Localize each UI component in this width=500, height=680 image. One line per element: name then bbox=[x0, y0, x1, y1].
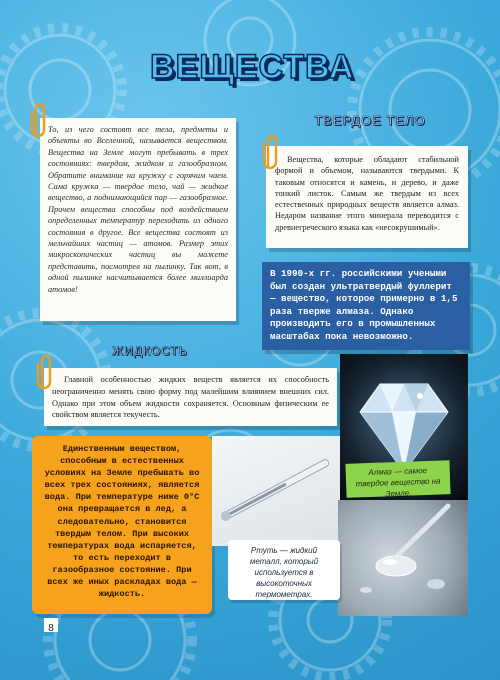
paperclip-icon bbox=[30, 100, 48, 138]
page-title-text: ВЕЩЕСТВА bbox=[150, 48, 355, 86]
fullerite-fact-box bbox=[262, 262, 470, 350]
page-title bbox=[150, 48, 355, 87]
diamond-caption: Алмаз — самое твердое вещество на Земле. bbox=[355, 465, 441, 499]
solid-text-card bbox=[266, 146, 468, 248]
mercury-drop-icon bbox=[338, 500, 468, 616]
page-number-text: 8 bbox=[48, 623, 54, 634]
mercury-photo bbox=[338, 500, 468, 616]
intro-text: То, из чего состоят все тела, предметы и объекты во Вселенной, называется веществом. Вещества на Земле могут пребывать в трех состояниях: твердом, жидком и газообразном. Обратите внимание на кружку с горячим чаем. Сама кружка — твердое тело, чай — жидкое вещество, а поднимающийся пар — газообразное. Причем вещества способны под воздействием определенных температур переходить из одного состояния в другое. Все вещества состоят из мельчайших частиц — атомов. Размер этих микроскопических частиц вы можете представить, посмотрев на пылинку. Так вот, в одной пылинке насчитывается более миллиарда атомов! bbox=[48, 125, 228, 294]
thermometer-photo bbox=[212, 436, 340, 546]
liquid-heading bbox=[100, 342, 200, 360]
liquid-text: Главной особенностью жидких веществ является их способность неограниченно менять свою форму под малейшим влиянием внешних сил. Однако при этом объем жидкости сохраняется. Основным физическим ее свойством является текучесть. bbox=[52, 375, 329, 420]
paperclip-icon bbox=[262, 132, 280, 170]
water-text: Единственным веществом, способным в естественных условиях на Земле пребывать во всех трех состояниях, является вода. При температуре ниже 0°С она превращается в лед, а следовательно, становится твердым телом. При высоких температурах вода испаряется, то есть переходит в газообразное состояние. При всех же иных раскладах вода — жидкость. bbox=[44, 444, 200, 600]
mercury-caption-box bbox=[228, 540, 340, 600]
thermometer-icon bbox=[212, 436, 340, 546]
fullerite-text: В 1990-х гг. российскими учеными был создан ультратвердый фуллерит — вещество, которое примерно в 1,5 раза тверже алмаза. Однако производить его в промышленных масштабах пока невозможно. bbox=[270, 268, 458, 342]
liquid-text-card bbox=[44, 368, 337, 426]
solid-text: Вещества, которые обладают стабильной формой и объемом, называются твердыми. К таковым относятся и камень, и дерево, и даже тонкий листок. Самым же твердым из всех естественных природных веществ является алмаз. Недаром название этого минерала переводится с древнегреческого языка как «несокрушимый». bbox=[275, 155, 459, 232]
page-number bbox=[44, 618, 58, 632]
diamond-caption-box bbox=[345, 460, 450, 498]
solid-heading-text: ТВЕРДОЕ ТЕЛО bbox=[314, 113, 426, 128]
water-fact-box bbox=[32, 436, 212, 614]
mercury-caption: Ртуть — жидкий металл, который используется в высокоточных термометрах. bbox=[249, 546, 319, 599]
liquid-heading-text: ЖИДКОСТЬ bbox=[112, 344, 188, 358]
solid-heading bbox=[305, 112, 435, 130]
paperclip-icon bbox=[36, 352, 54, 390]
intro-text-card bbox=[40, 118, 236, 321]
